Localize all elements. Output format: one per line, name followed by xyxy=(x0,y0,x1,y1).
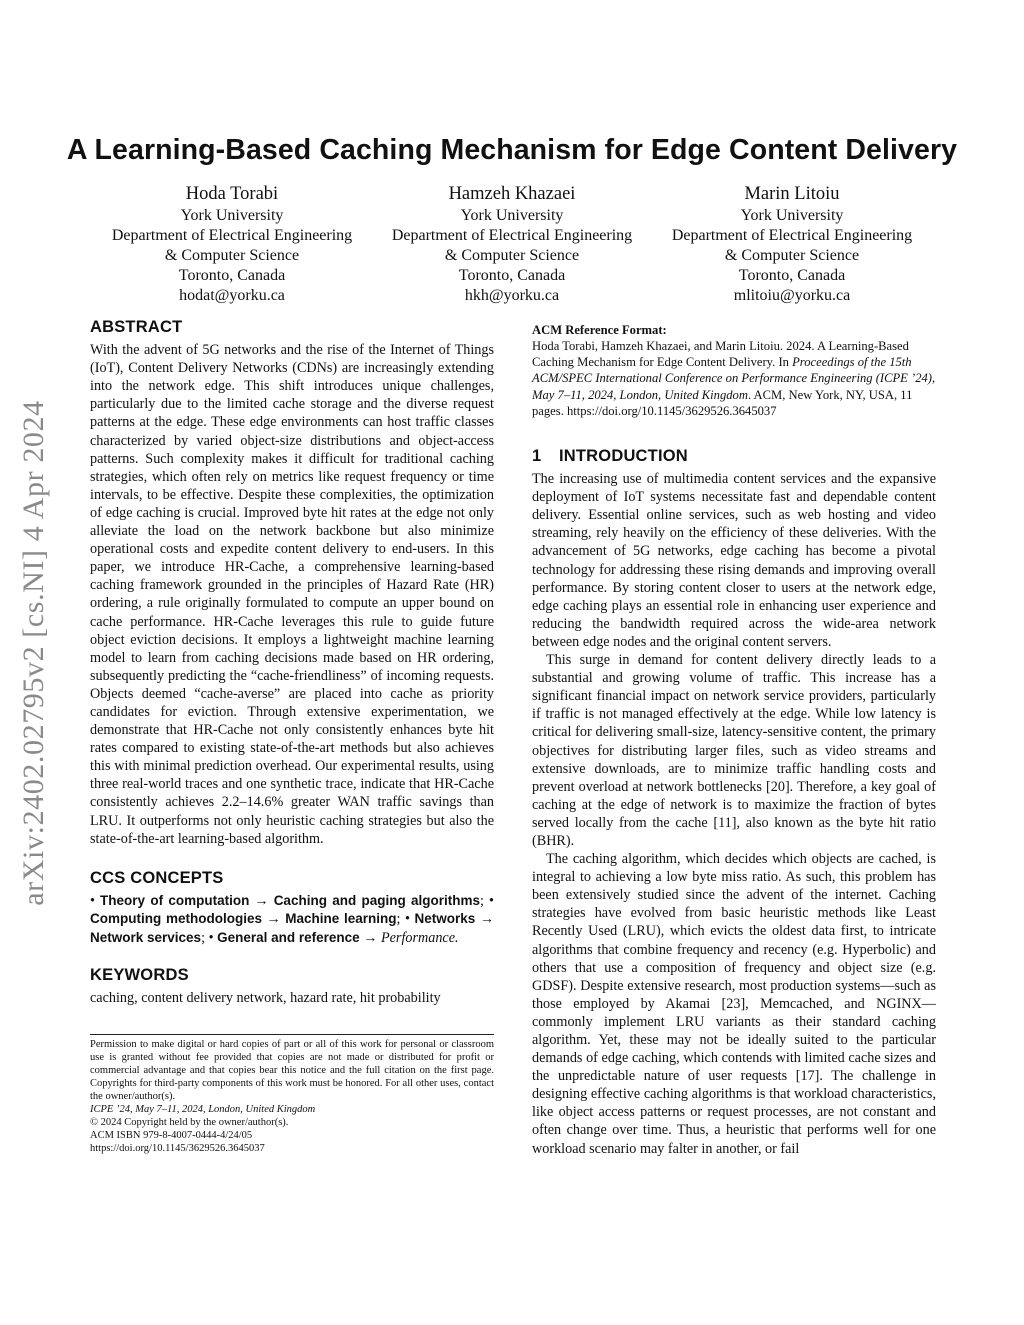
author-card xyxy=(652,183,932,306)
author-department-cont: & Computer Science xyxy=(444,247,580,264)
author-location: Toronto, Canada xyxy=(738,267,846,284)
author-block xyxy=(92,183,932,306)
isbn-line: ACM ISBN 979-8-4007-0444-4/24/05 xyxy=(90,1130,253,1142)
author-location: Toronto, Canada xyxy=(458,267,566,284)
acm-reference-text xyxy=(532,338,936,419)
reference-publisher: . ACM, New York, NY, USA, 11 pages. https://doi.org/10.1145/3629526.3645037 xyxy=(532,387,913,418)
permission-notice: Permission to make digital or hard copies of part or all of this work for personal or classroom use is granted without fee provided that copies are not made or distributed for profit or commercial advantage and that copies bear this notice and the full citation on the first page. Copyrights for third-party components of this work must be honored. For all other uses, contact the owner/author(s). xyxy=(90,1038,494,1102)
author-department-cont: & Computer Science xyxy=(724,247,860,264)
keywords-text: caching, content delivery network, hazard rate, hit probability xyxy=(90,990,441,1007)
ccs-term: Machine learning xyxy=(285,911,397,927)
author-university: York University xyxy=(740,207,844,224)
ccs-heading: CCS CONCEPTS xyxy=(90,868,224,887)
reference-citation: Hoda Torabi, Hamzeh Khazaei, and Marin Litoiu. 2024. A Learning-Based Caching Mechanism for Edge Content Delivery. In xyxy=(532,339,909,370)
paper-title: A Learning-Based Caching Mechanism for Edge Content Delivery xyxy=(66,134,958,166)
section-title: INTRODUCTION xyxy=(559,447,688,466)
acm-reference-heading: ACM Reference Format: xyxy=(532,323,667,337)
author-email: hodat@yorku.ca xyxy=(179,287,285,304)
author-university: York University xyxy=(460,207,564,224)
permission-block xyxy=(90,1038,494,1156)
author-card xyxy=(372,183,652,306)
author-email: mlitoiu@yorku.ca xyxy=(733,287,851,304)
intro-paragraph-3: The caching algorithm, which decides which objects are cached, is integral to achieving a low byte miss ratio. As such, this problem has been extensively studied since the advent of the internet. Caching strategies have evolved from basic heuristic methods like Least Recently Used (LRU), which evicts the oldest data first, to intricate algorithms that combine frequency and recency (e.g. Hyperbolic) and others that use a composition of frequency and object size (e.g. GDSF). Despite extensive research, most production systems—such as those employed by Akamai [23], Memcached, and NGINX—commonly implement LRU variants as their standard caching algorithm. Yet, these may not be ideally suited to the particular demands of edge caching, which contends with limited cache sizes and the unpredictable nature of user requests [17]. The challenge in designing effective caching algorithms is that workload characteristics, like object access patterns or request processes, are not constant and often change over time. Thus, a heuristic that performs well for one workload scenario may falter in another, or fail xyxy=(532,851,936,1157)
author-name: Marin Litoiu xyxy=(744,184,840,204)
right-column xyxy=(532,318,936,1158)
author-location: Toronto, Canada xyxy=(178,267,286,284)
arxiv-sidebar xyxy=(14,368,54,938)
author-name: Hoda Torabi xyxy=(185,184,279,204)
author-department: Department of Electrical Engineering xyxy=(111,227,353,244)
intro-paragraph-2: This surge in demand for content delivery directly leads to a substantial and growing volume of traffic. This increase has a significant financial impact on network service providers, particularly if traffic is not managed effectively at the edge. While low latency is critical for delivering small-size, latency-sensitive content, the primary objectives for distributing larger files, such as video streams and extensive downloads, are to minimize traffic handling costs and prevent overload at network bottlenecks [20]. Therefore, a key goal of caching at the edge of network is to maximize the fraction of bytes served locally from the cache [11], also known as the byte hit ratio (BHR). xyxy=(532,652,936,849)
arxiv-identifier: arXiv:2402.02795v2 [cs.NI] 4 Apr 2024 xyxy=(17,400,50,906)
author-department-cont: & Computer Science xyxy=(164,247,300,264)
author-email: hkh@yorku.ca xyxy=(464,287,560,304)
intro-paragraph-1: The increasing use of multimedia content services and the expansive deployment of IoT systems necessitate fast and dependable content delivery. Essential online services, such as web hosting and video streaming, rely heavily on the efficiency of these deliveries. With the advancement of 5G networks, edge caching has become a pivotal technology for addressing these rising demands and improving overall performance. By storing content closer to users at the network edge, edge caching plays an essential role in enhancing user experience and reducing the bandwidth required across the wide-area network between edge nodes and the original content servers. xyxy=(532,471,936,650)
author-university: York University xyxy=(180,207,284,224)
ccs-term: Performance. xyxy=(380,929,459,946)
ccs-term: Caching and paging algorithms xyxy=(273,892,481,908)
abstract-text: With the advent of 5G networks and the rise of the Internet of Things (IoT), Content Delivery Networks (CDNs) are increasingly extending into the network edge. This shift introduces unique challenges, particularly due to the limited cache storage and the diverse request patterns at the edge. These edge environments can host traffic classes characterized by varied object-size distributions and object-access patterns. Such complexity makes it difficult for traditional caching strategies, which often rely on metrics like request frequency or time intervals, to be effective. Despite these complexities, the optimization of edge caching is crucial. Improved byte hit rates at the edge not only alleviate the load on the network backbone but also minimize operational costs and expedite content delivery to end-users. In this paper, we introduce HR-Cache, a comprehensive learning-based caching framework grounded in the principles of Hazard Rate (HR) ordering, a rule originally formulated to compute an upper bound on cache performance. HR-Cache leverages this rule to guide future object eviction decisions. It employs a lightweight machine learning model to learn from caching decisions made based on HR ordering, subsequently predicting the “cache-friendliness” of incoming requests. Objects deemed “cache-averse” are placed into cache as priority candidates for eviction. Through extensive experimentation, we demonstrate that HR-Cache not only consistently enhances byte hit rates compared to existing state-of-the-art methods but also achieves this with minimal prediction overhead. Our experimental results, using three real-world traces and one synthetic trace, indicate that HR-Cache consistently achieves 2.2–14.6% greater WAN traffic savings than LRU. It outperforms not only heuristic caching strategies but also the state-of-the-art learning-based algorithm. xyxy=(90,342,494,847)
left-column xyxy=(90,318,494,1155)
ccs-term: General and reference xyxy=(217,929,360,945)
keywords-heading: KEYWORDS xyxy=(90,966,189,985)
author-name: Hamzeh Khazaei xyxy=(448,184,576,204)
author-department: Department of Electrical Engineering xyxy=(671,227,913,244)
ccs-term: Theory of computation xyxy=(100,892,250,908)
ccs-term: Network services xyxy=(90,929,202,945)
abstract-heading: ABSTRACT xyxy=(90,318,183,336)
author-card xyxy=(92,183,372,306)
conference-info: ICPE ’24, May 7–11, 2024, London, United Kingdom xyxy=(90,1103,316,1115)
copyright-line: © 2024 Copyright held by the owner/author(s). xyxy=(90,1117,289,1129)
ccs-term: Computing methodologies xyxy=(90,911,262,927)
reference-venue: Proceedings of the 15th ACM/SPEC International Conference on Performance Engineering (ICPE ’24), May 7–11, 2024, London, United Kingdom xyxy=(532,355,936,402)
author-department: Department of Electrical Engineering xyxy=(391,227,633,244)
doi-link[interactable]: https://doi.org/10.1145/3629526.3645037 xyxy=(90,1143,265,1155)
footnote-rule xyxy=(90,1034,494,1035)
ccs-concepts: • Theory of computation → Caching and paging algorithms; • Computing methodologies → Machine learning; • Networks → Network services; • General and reference → Performance. xyxy=(90,892,495,946)
section-number: 1 xyxy=(532,447,542,466)
ccs-term: Networks xyxy=(414,911,476,927)
introduction-heading xyxy=(532,447,936,465)
